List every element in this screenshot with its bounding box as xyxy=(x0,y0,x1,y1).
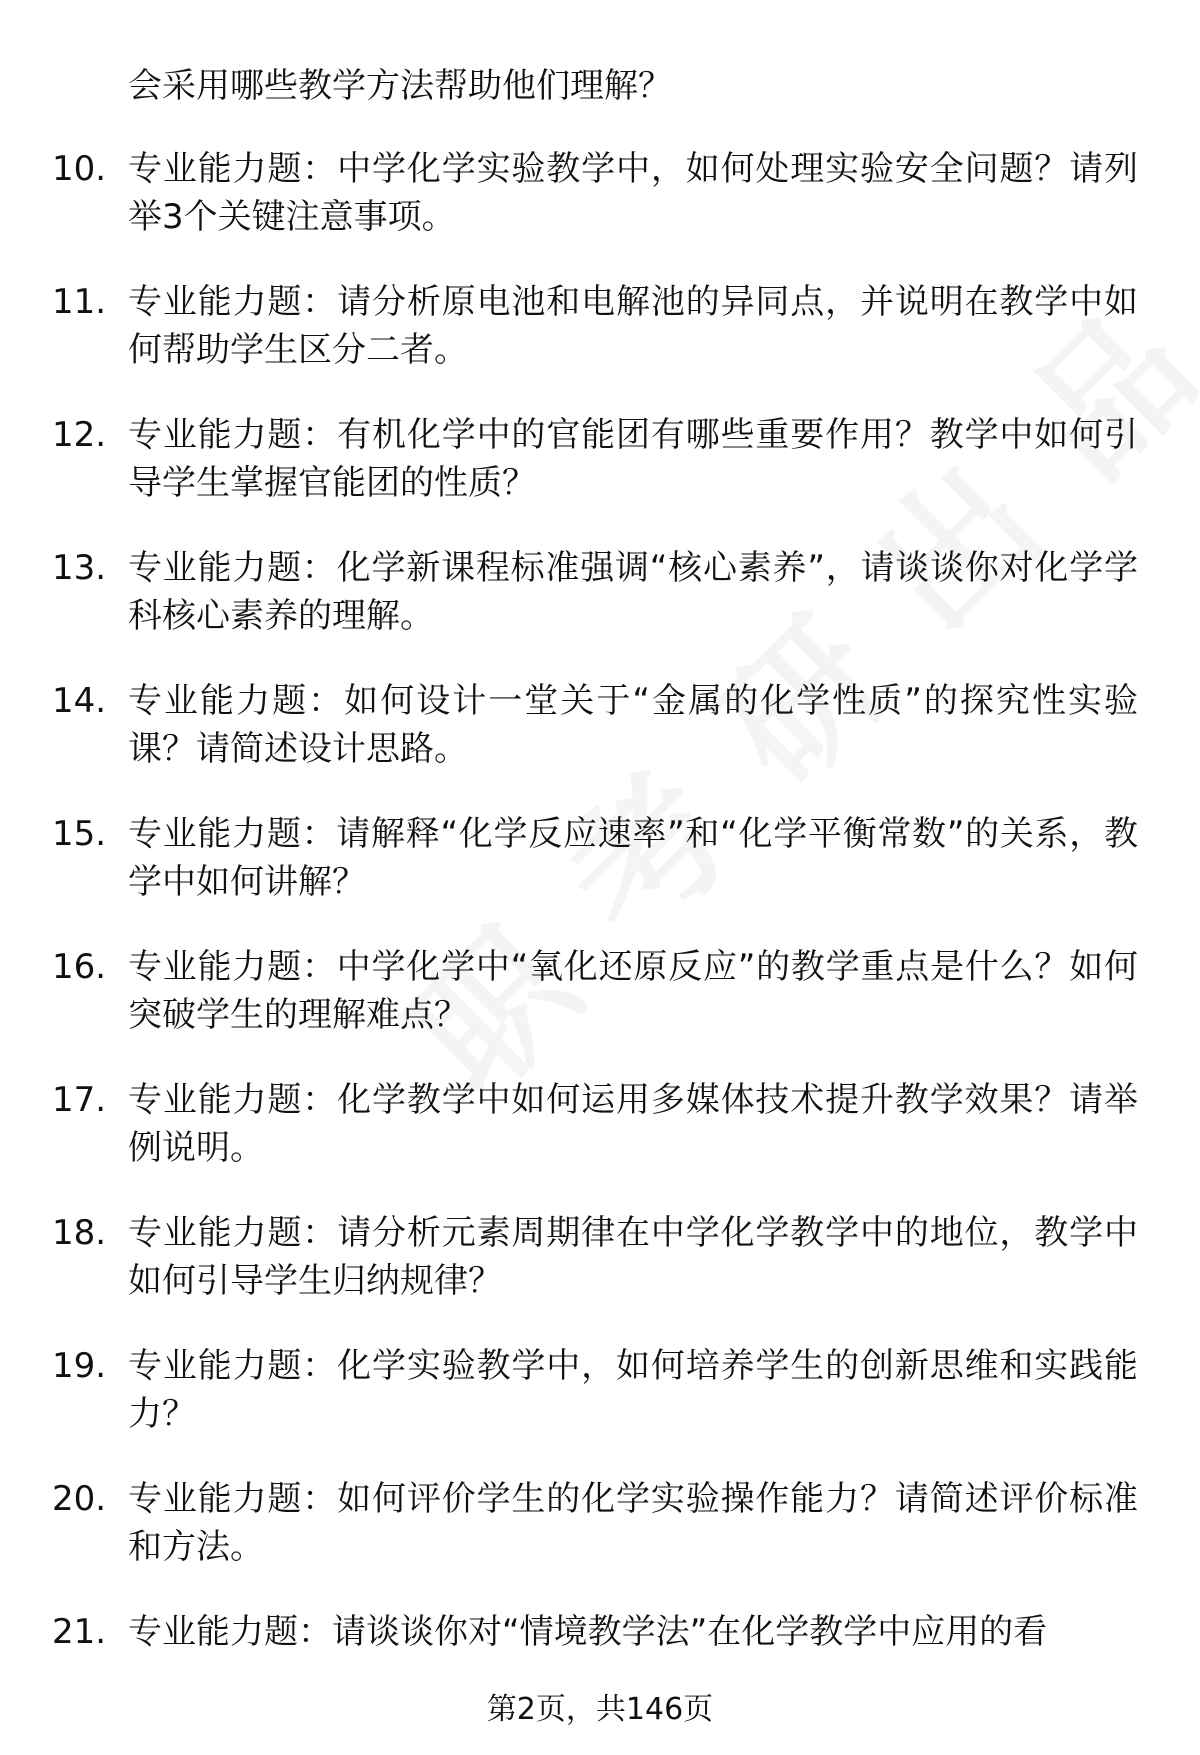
continued-text: 会采用哪些教学方法帮助他们理解？ xyxy=(128,66,672,106)
question-text: 专业能力题：请分析原电池和电解池的异同点，并说明在教学中如何帮助学生区分二者。 xyxy=(128,282,1138,370)
question-number: 14. xyxy=(52,681,107,721)
question-item xyxy=(0,1209,1200,1342)
question-number: 18. xyxy=(52,1213,107,1253)
question-item xyxy=(0,1342,1200,1475)
question-text: 专业能力题：如何设计一堂关于“金属的化学性质”的探究性实验课？请简述设计思路。 xyxy=(128,681,1138,769)
question-text: 专业能力题：中学化学中“氧化还原反应”的教学重点是什么？如何突破学生的理解难点？ xyxy=(128,947,1138,1035)
question-number: 21. xyxy=(52,1612,107,1652)
question-item xyxy=(0,943,1200,1076)
question-number: 15. xyxy=(52,814,107,854)
question-text: 专业能力题：如何评价学生的化学实验操作能力？请简述评价标准和方法。 xyxy=(128,1479,1138,1567)
question-number: 17. xyxy=(52,1080,107,1120)
question-item xyxy=(0,544,1200,677)
question-number: 12. xyxy=(52,415,107,455)
question-item xyxy=(0,411,1200,544)
question-number: 11. xyxy=(52,282,107,322)
question-number: 19. xyxy=(52,1346,107,1386)
question-text: 专业能力题：化学新课程标准强调“核心素养”，请谈谈你对化学学科核心素养的理解。 xyxy=(128,548,1138,636)
question-number: 20. xyxy=(52,1479,107,1519)
question-item xyxy=(0,677,1200,810)
question-text: 专业能力题：化学实验教学中，如何培养学生的创新思维和实践能力？ xyxy=(128,1346,1138,1434)
question-item xyxy=(0,1076,1200,1209)
question-text: 专业能力题：有机化学中的官能团有哪些重要作用？教学中如何引导学生掌握官能团的性质？ xyxy=(128,415,1138,503)
page-footer: 第2页，共146页 xyxy=(486,1692,714,1727)
question-text: 专业能力题：请解释“化学反应速率”和“化学平衡常数”的关系，教学中如何讲解？ xyxy=(128,814,1138,902)
question-number: 16. xyxy=(52,947,107,987)
question-number: 10. xyxy=(52,149,107,189)
question-text: 专业能力题：请分析元素周期律在中学化学教学中的地位，教学中如何引导学生归纳规律？ xyxy=(128,1213,1138,1301)
question-item xyxy=(0,145,1200,278)
question-list xyxy=(0,145,1200,1741)
question-text: 专业能力题：请谈谈你对“情境教学法”在化学教学中应用的看 xyxy=(128,1612,1048,1652)
question-text: 专业能力题：中学化学实验教学中，如何处理实验安全问题？请列举3个关键注意事项。 xyxy=(128,149,1138,237)
question-item xyxy=(0,1475,1200,1608)
question-number: 13. xyxy=(52,548,107,588)
question-item xyxy=(0,810,1200,943)
question-text: 专业能力题：化学教学中如何运用多媒体技术提升教学效果？请举例说明。 xyxy=(128,1080,1138,1168)
question-item xyxy=(0,278,1200,411)
